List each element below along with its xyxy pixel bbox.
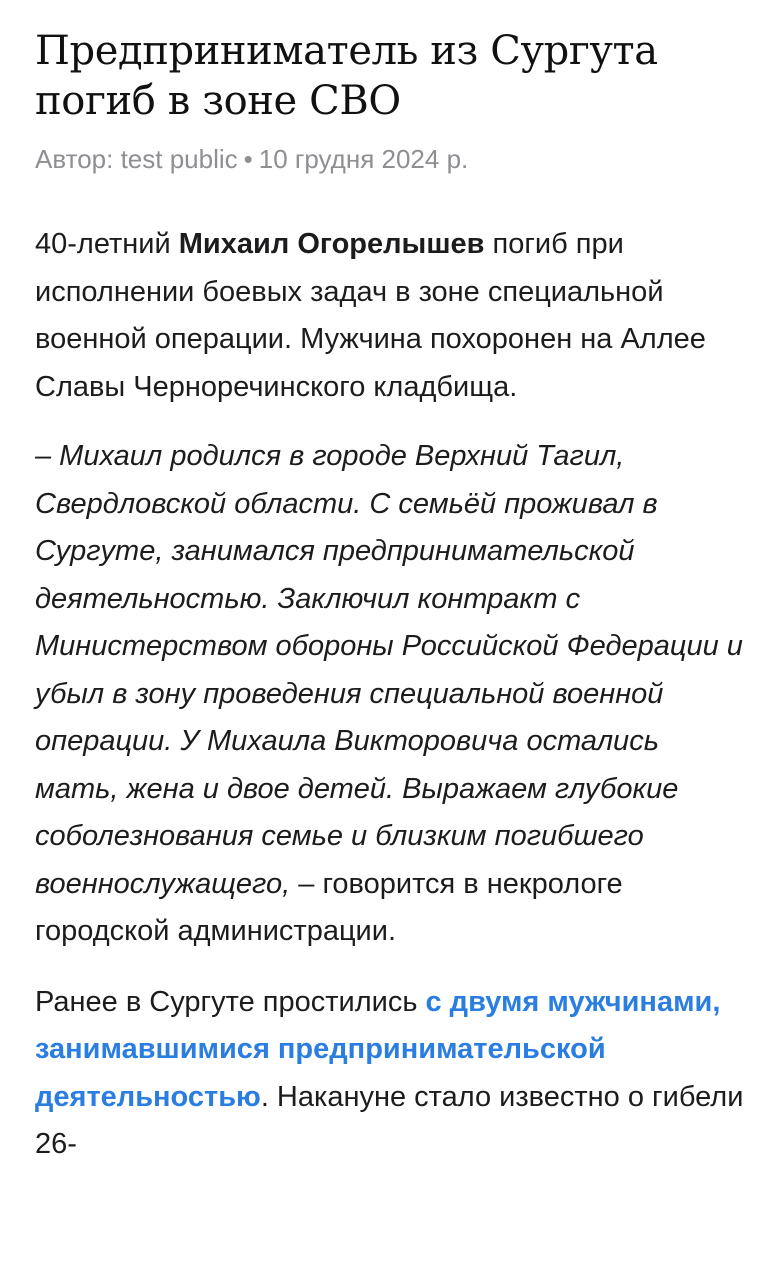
- related-text-before: Ранее в Сургуте простились: [35, 985, 426, 1018]
- person-name: Михаил Огорелышев: [178, 228, 485, 260]
- paragraph-intro: [35, 221, 747, 411]
- related-article-link[interactable]: с двумя мужчинами, занимавшимися предпринимательской деятельностью: [35, 985, 721, 1113]
- article-meta: [35, 142, 747, 176]
- paragraph-related: [35, 979, 747, 1169]
- intro-text-before: 40-летний: [35, 228, 179, 260]
- article-title: Предприниматель из Сургута погиб в зоне СВО: [35, 28, 658, 124]
- quote-text: – Михаил родился в городе Верхний Тагил, Свердловской области. С семьёй проживал в Сургуте, занимался предпринимательской деятельностью. Заключил контракт с Министерством обороны Российской Федерации и убыл в зону проведения специальной военной операции. У Михаила Викторовича остались мать, жена и двое детей. Выражаем глубокие соболезнования семье и близким погибшего военнослужащего,: [35, 440, 743, 900]
- author-label: Автор: test public: [35, 144, 238, 174]
- publish-date: 10 грудня 2024 р.: [258, 144, 469, 174]
- quote-attribution: – говорится в некрологе городской администрации.: [35, 867, 623, 947]
- paragraph-quote: [35, 433, 747, 956]
- scrollbar[interactable]: [769, 6, 773, 96]
- bottom-fade: [0, 1268, 775, 1280]
- intro-text-after: погиб при исполнении боевых задач в зоне специальной военной операции. Мужчина похоронен на Аллее Славы Черноречинского кладбища.: [35, 228, 706, 403]
- article: [35, 26, 747, 1169]
- meta-separator: •: [243, 144, 253, 174]
- related-text-after: . Накануне стало известно о гибели 26-: [35, 1080, 744, 1160]
